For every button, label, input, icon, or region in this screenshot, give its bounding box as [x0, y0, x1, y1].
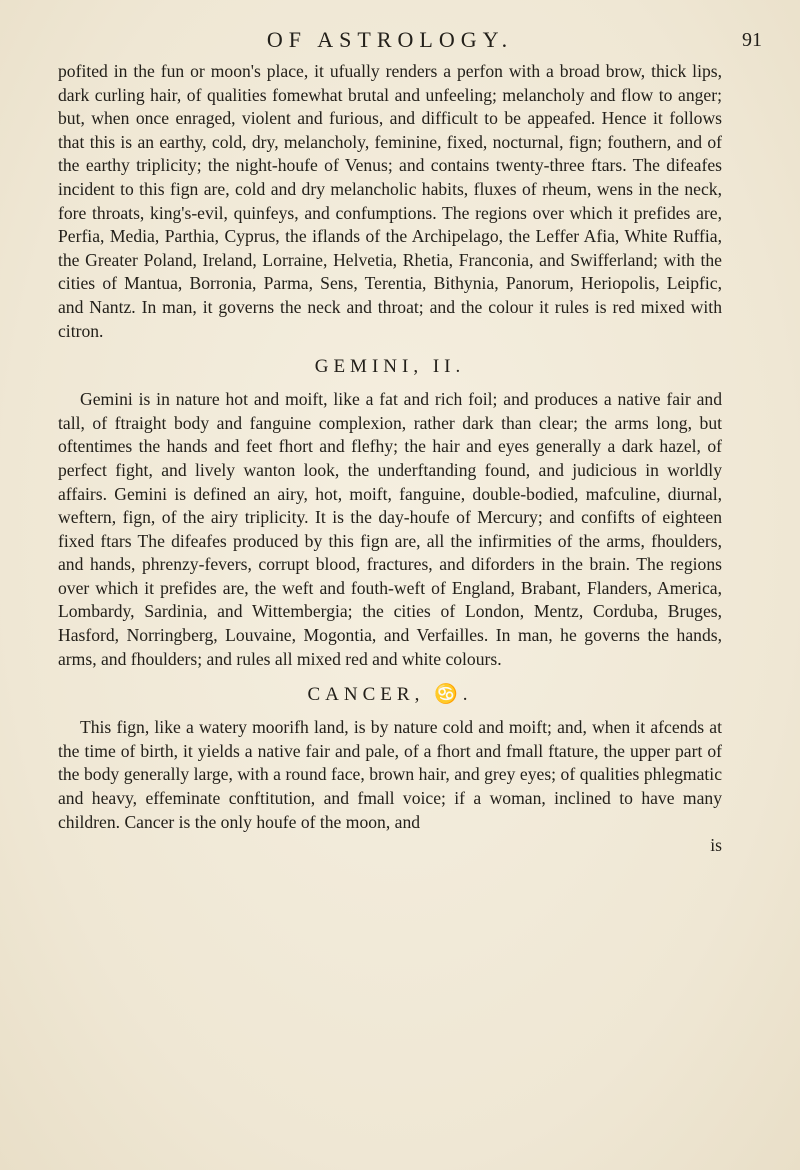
running-title: OF ASTROLOGY. — [266, 27, 514, 52]
running-head — [58, 20, 762, 60]
catchword: is — [710, 835, 722, 856]
taurus-paragraph-continued: pofited in the fun or moon's place, it ufually renders a perfon with a broad brow, thick lips, dark curling hair, of qualities fomewhat brutal and unfeeling; melancholy and flow to anger; but, when once enraged, violent and furious, and difficult to be appeafed. Hence it follows that this is an earthy, cold, dry, melancholy, feminine, fixed, nocturnal, fign; fouthern, and of the earthy triplicity; the night-houfe of Venus; and contains twenty-three ftars. The difeafes incident to this fign are, cold and dry melancholic habits, fluxes of rheum, wens in the neck, fore throats, king's-evil, quinfeys, and confumptions. The regions over which it prefides are, Perfia, Media, Parthia, Cyprus, the iflands of the Archipelago, the Leffer Afia, White Ruffia, the Greater Poland, Ireland, Lorraine, Helvetia, Rhetia, Franconia, and Swifferland; with the cities of Mantua, Borronia, Parma, Sens, Terentia, Bithynia, Panorum, Heriopolis, Leipfic, and Nantz. In man, it governs the neck and throat; and the colour it rules is red mixed with citron. — [58, 61, 722, 341]
gemini-paragraph: Gemini is in nature hot and moift, like a fat and rich foil; and produces a native fair and tall, of ftraight body and fanguine complexion, rather dark than clear; the arms long, but oftentimes the hands and feet fhort and flefhy; the hair and eyes generally a dark hazel, of perfect fight, and lively wanton look, the underftanding found, and judicious in worldly affairs. Gemini is defined an airy, hot, moift, fanguine, double-bodied, mafculine, diurnal, weftern, fign, of the airy triplicity. It is the day-houfe of Mercury; and confifts of eighteen fixed ftars The difeafes produced by this fign are, all the infirmities of the arms, fhoulders, and hands, phrenzy-fevers, corrupt blood, fractures, and diforders in the brain. The regions over which it prefides are, the weft and fouth-weft of England, Brabant, Flanders, America, Lombardy, Sardinia, and Wittembergia; the cities of London, Mentz, Corduba, Bruges, Hasford, Norringberg, Louvaine, Mogontia, and Verfailles. In man, he governs the hands, arms, and fhoulders; and rules all mixed red and white colours. — [58, 389, 722, 669]
page-number: 91 — [742, 29, 762, 51]
cancer-heading: CANCER, ♋. — [307, 684, 473, 706]
gemini-heading: GEMINI, II. — [314, 356, 466, 378]
cancer-paragraph: This fign, like a watery moorifh land, is by nature cold and moift; and, when it afcends at the time of birth, it yields a native fair and pale, of a fhort and fmall ftature, the upper part of the body generally large, with a round face, brown hair, and grey eyes; of qualities phlegmatic and heavy, effeminate conftitution, and fmall voice; if a woman, inclined to have many children. Cancer is the only houfe of the moon, and — [58, 717, 722, 832]
